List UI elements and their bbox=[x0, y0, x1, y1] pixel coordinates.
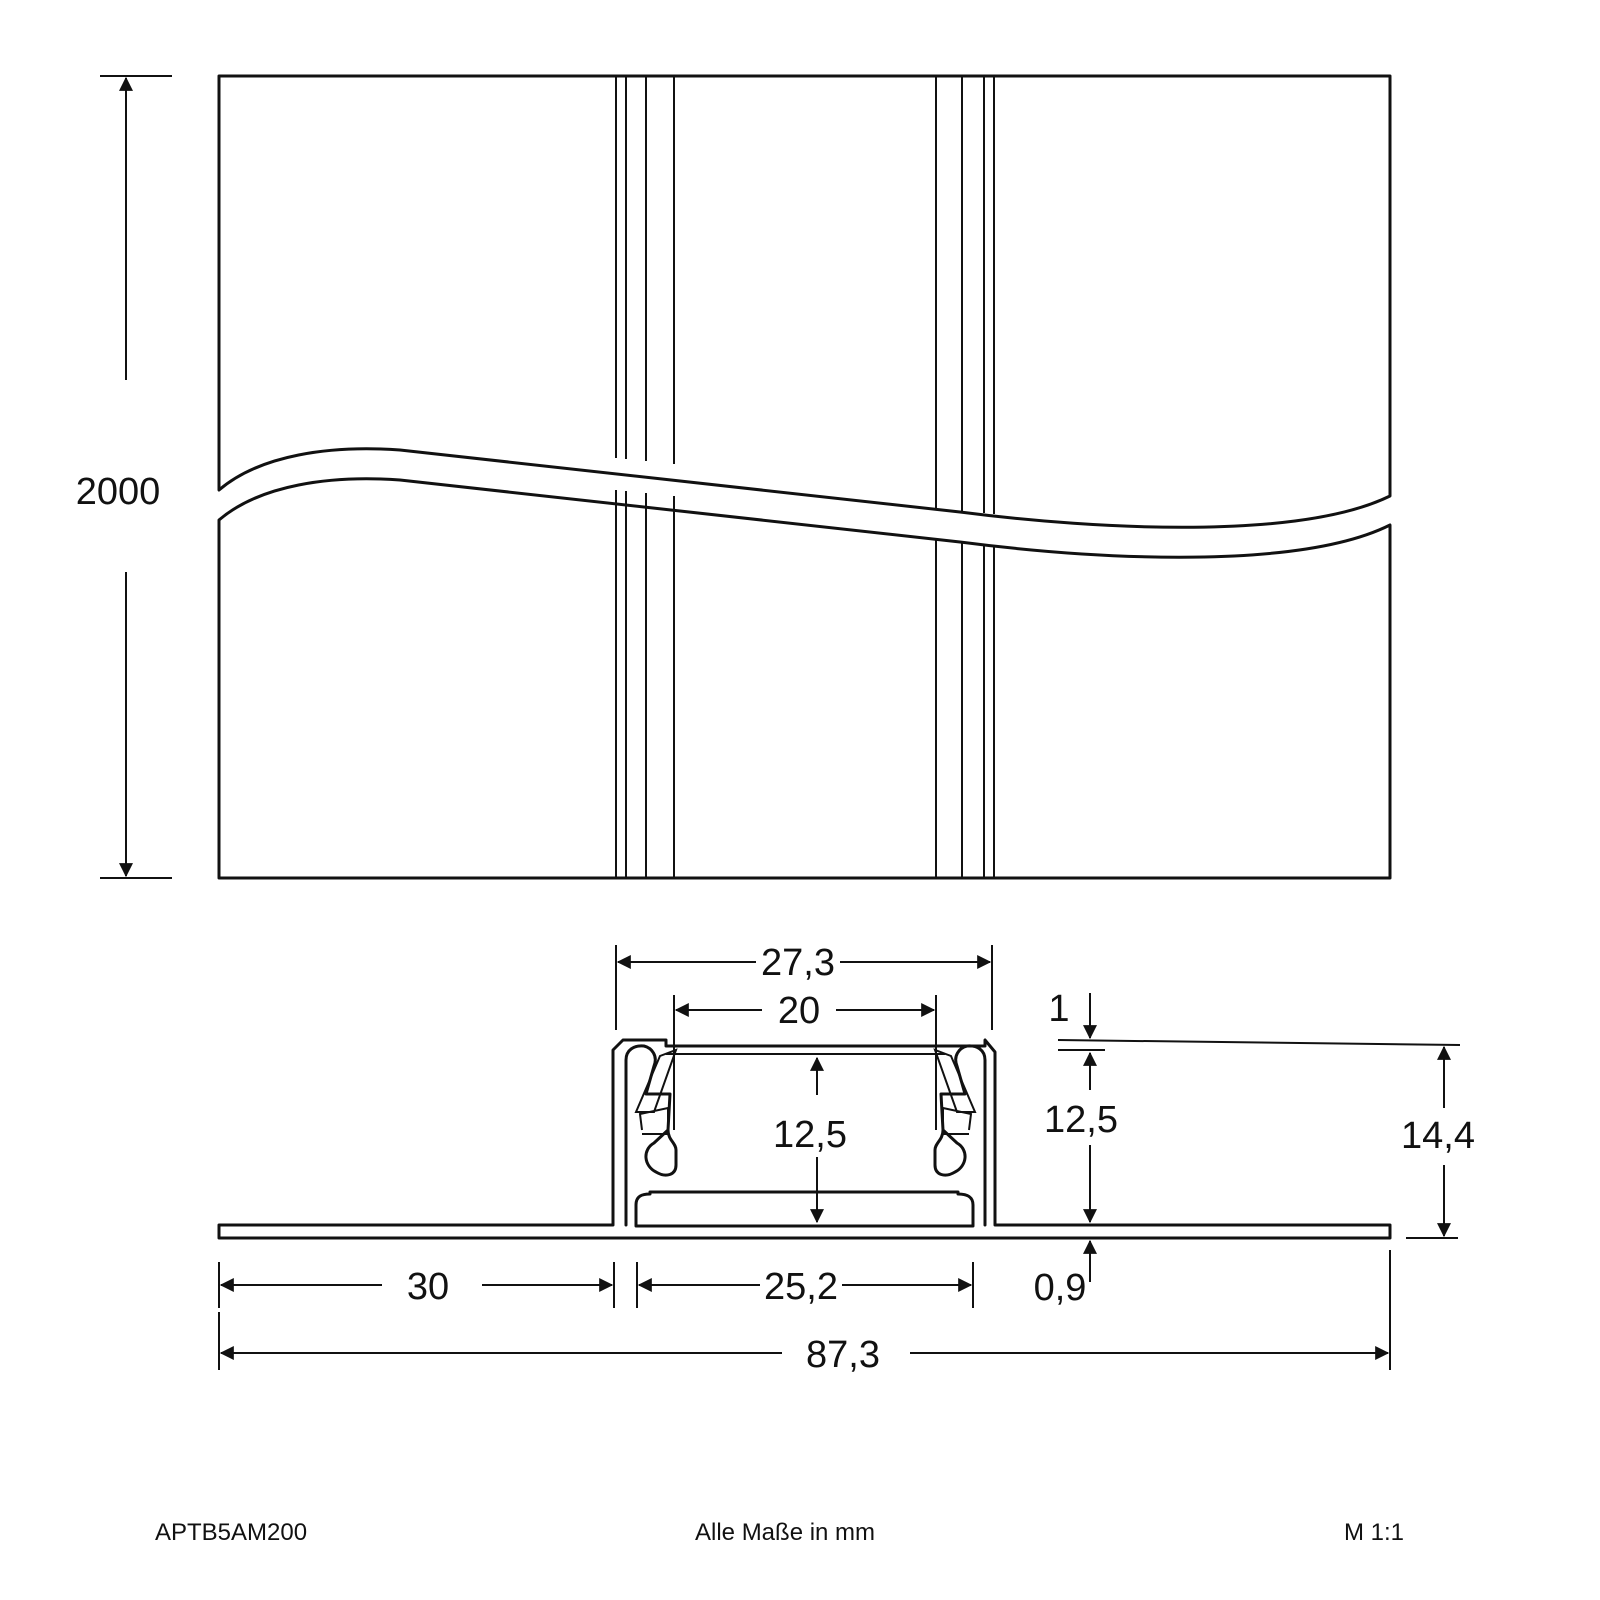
dimension-lip-thickness-label: 1 bbox=[1048, 988, 1070, 1030]
dimension-length bbox=[76, 76, 172, 878]
cross-section bbox=[219, 942, 1475, 1376]
side-view-lower-outline bbox=[219, 479, 1390, 878]
dimension-outer-width-label: 27,3 bbox=[761, 942, 835, 984]
dimension-flange-thickness bbox=[1034, 1241, 1090, 1309]
scale-label: M 1:1 bbox=[1344, 1519, 1405, 1546]
dimension-side-height bbox=[1044, 1053, 1118, 1222]
article-number: APTB5AM200 bbox=[155, 1519, 308, 1546]
dimension-flange-width bbox=[219, 1262, 614, 1308]
dimension-total-width-label: 87,3 bbox=[806, 1334, 880, 1376]
dimension-inner-width-label: 20 bbox=[777, 990, 821, 1032]
dimension-total-height bbox=[1401, 1047, 1475, 1238]
dimension-base-width-label: 25,2 bbox=[764, 1266, 838, 1308]
dimension-total-height-label: 14,4 bbox=[1401, 1115, 1475, 1157]
profile-inner-base bbox=[636, 1192, 973, 1226]
dimension-inner-height bbox=[773, 1058, 847, 1222]
dimension-base-width bbox=[637, 1262, 973, 1308]
dimension-inner-width bbox=[674, 990, 936, 1130]
side-view-groove-lines-right bbox=[936, 76, 994, 878]
dimension-length-label: 2000 bbox=[75, 471, 161, 513]
dimension-flange-width-label: 30 bbox=[406, 1266, 450, 1308]
dimension-lip-thickness bbox=[1048, 988, 1460, 1050]
side-view bbox=[76, 76, 1390, 878]
units-note: Alle Maße in mm bbox=[695, 1519, 876, 1546]
dimension-flange-thickness-label: 0,9 bbox=[1033, 1267, 1087, 1309]
footer bbox=[155, 1519, 1404, 1546]
dimension-side-height-label: 12,5 bbox=[1044, 1099, 1118, 1141]
side-view-upper-outline bbox=[219, 76, 1390, 527]
dimension-inner-height-label: 12,5 bbox=[773, 1114, 847, 1156]
